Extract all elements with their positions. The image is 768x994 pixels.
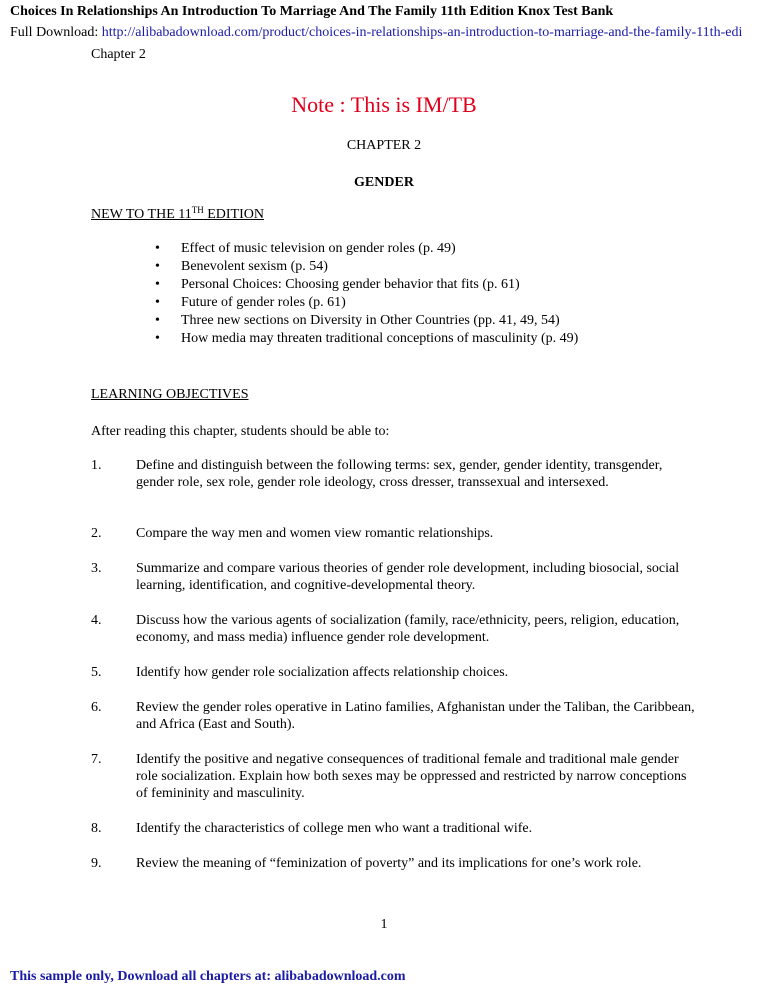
list-item-text: Personal Choices: Choosing gender behavior that fits (p. 61) (181, 277, 520, 292)
chapter-heading-row (0, 137, 768, 154)
new-edition-sup: TH (191, 205, 204, 215)
new-edition-suffix: EDITION (203, 207, 264, 222)
objective-text: Identify how gender role socialization affects relationship choices. (136, 665, 509, 680)
document-header-title: Choices In Relationships An Introduction To Marriage And The Family 11th Edition Knox Test Bank (10, 4, 614, 19)
list-item-text: Benevolent sexism (p. 54) (181, 259, 328, 274)
list-item (155, 258, 578, 276)
objective-text: Identify the positive and negative consequences of traditional female and traditional male gender role socialization. Explain how both sexes may be oppressed and restricted by narrow conceptions of femininity and masculinity. (136, 752, 687, 801)
new-edition-heading (91, 206, 264, 223)
list-item (155, 312, 578, 330)
chapter-heading: CHAPTER 2 (346, 138, 422, 153)
full-download-link[interactable]: http://alibabadownload.com/product/choices-in-relationships-an-introduction-to-marriage-and-the-family-11th-edi (101, 25, 743, 40)
list-item (155, 330, 578, 348)
objective-text: Discuss how the various agents of socialization (family, race/ethnicity, peers, religion, education, economy, and mass media) influence gender role development. (136, 613, 680, 645)
gender-heading: GENDER (354, 175, 414, 190)
objective-text: Summarize and compare various theories of gender role development, including biosocial, social learning, identification, and cognitive-developmental theory. (136, 561, 680, 593)
objective-text: Review the gender roles operative in Latino families, Afghanistan under the Taliban, the Caribbean, and Africa (East and South). (136, 700, 695, 732)
learning-objectives-heading: LEARNING OBJECTIVES (91, 387, 249, 402)
objectives-intro: After reading this chapter, students should be able to: (91, 424, 390, 439)
objective-number: 4. (91, 613, 102, 628)
objective-number: 5. (91, 665, 102, 680)
list-item (155, 240, 578, 258)
full-download-line (10, 24, 742, 41)
list-item (155, 294, 578, 312)
full-download-label: Full Download: (10, 25, 102, 40)
bullet-icon: • (155, 313, 160, 328)
objective-number: 2. (91, 526, 102, 541)
objective-number: 6. (91, 700, 102, 715)
objective-text: Review the meaning of “feminization of poverty” and its implications for one’s work role. (136, 856, 642, 871)
objective-number: 7. (91, 752, 102, 767)
note-banner: Note : This is IM/TB (291, 92, 477, 117)
objective-number: 1. (91, 458, 102, 473)
bullet-icon: • (155, 277, 160, 292)
page-number: 1 (380, 917, 388, 932)
list-item-text: Effect of music television on gender roles (p. 49) (181, 241, 456, 256)
list-item-text: Three new sections on Diversity in Other Countries (pp. 41, 49, 54) (181, 313, 560, 328)
list-item (155, 276, 578, 294)
objective-text: Define and distinguish between the following terms: sex, gender, gender identity, transgender, gender role, sex role, gender role ideology, cross dresser, transsexual and intersexed. (136, 458, 663, 490)
list-item-text: Future of gender roles (p. 61) (181, 295, 346, 310)
chapter-label: Chapter 2 (91, 47, 146, 62)
bullet-icon: • (155, 259, 160, 274)
list-item-text: How media may threaten traditional conceptions of masculinity (p. 49) (181, 331, 579, 346)
bullet-icon: • (155, 331, 160, 346)
objective-number: 9. (91, 856, 102, 871)
objective-number: 8. (91, 821, 102, 836)
download-footer-link[interactable]: This sample only, Download all chapters at: alibabadownload.com (10, 969, 406, 984)
bullet-icon: • (155, 295, 160, 310)
bullet-icon: • (155, 241, 160, 256)
objective-number: 3. (91, 561, 102, 576)
objective-text: Compare the way men and women view romantic relationships. (136, 526, 494, 541)
new-edition-prefix: NEW TO THE 11 (91, 207, 192, 222)
objective-text: Identify the characteristics of college men who want a traditional wife. (136, 821, 533, 836)
new-edition-list (155, 240, 578, 348)
